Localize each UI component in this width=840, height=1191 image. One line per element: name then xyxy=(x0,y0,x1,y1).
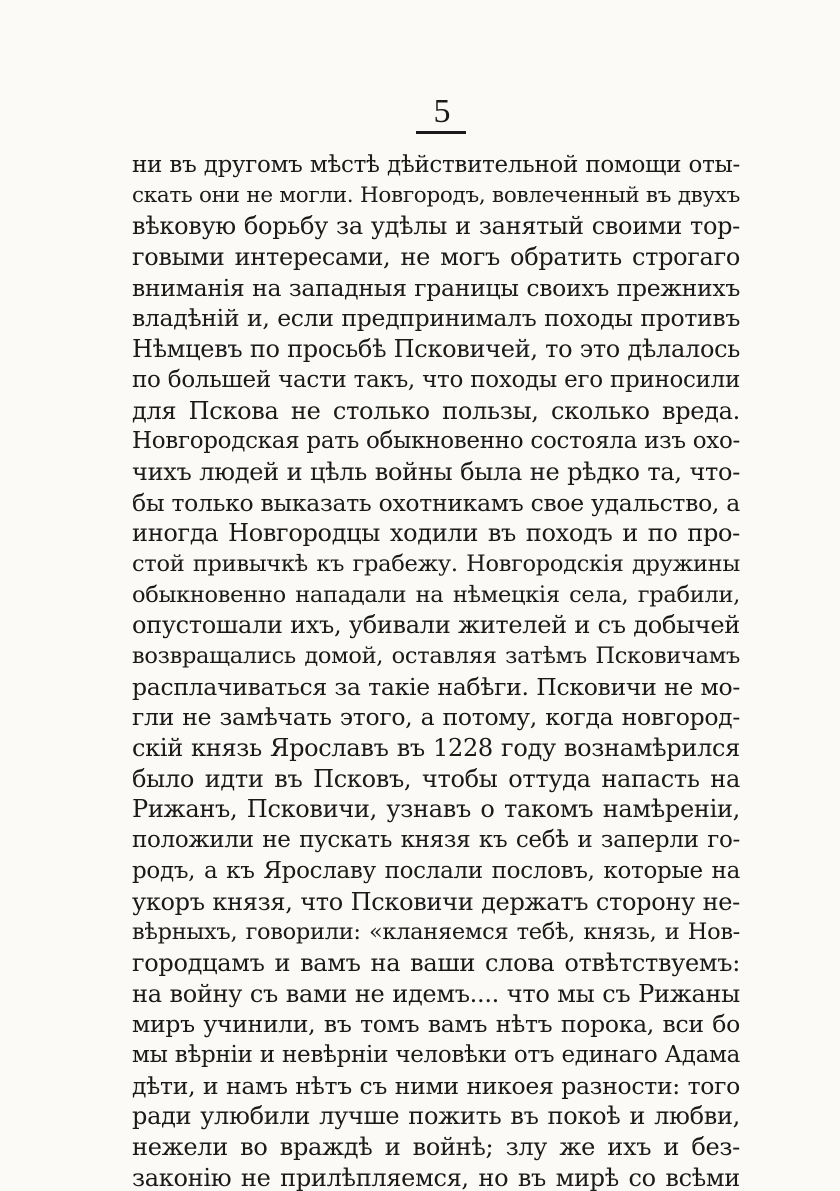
text-line: иногда Новгородцы ходили въ походъ и по про- xyxy=(132,519,740,548)
text-line: на войну съ вами не идемъ.... что мы съ Рижаны xyxy=(132,979,740,1008)
text-line: Нѣмцевъ по просьбѣ Псковичей, то это дѣлалось xyxy=(132,335,740,364)
text-line: скій князь Ярославъ въ 1228 году вознамѣрился xyxy=(132,734,740,763)
text-line: возвращались домой, оставляя затѣмъ Псковичамъ xyxy=(132,643,740,669)
text-line: владѣній и, если предпринималъ походы противъ xyxy=(132,304,740,333)
page-number-underline xyxy=(416,131,466,134)
text-line: городцамъ и вамъ на ваши слова отвѣтствуемъ: xyxy=(132,948,740,977)
text-line: Новгородская рать обыкновенно состояла изъ охо- xyxy=(132,428,740,455)
text-line: ни въ другомъ мѣстѣ дѣйствительной помощи оты- xyxy=(132,152,740,178)
page-number: 5 xyxy=(433,93,451,130)
text-line: ради улюбили лучше пожить въ покоѣ и любви, xyxy=(132,1102,740,1131)
text-line: Рижанъ, Псковичи, узнавъ о такомъ намѣреніи, xyxy=(132,795,740,824)
text-line: укоръ князя, что Псковичи держатъ сторону не- xyxy=(132,887,740,916)
text-line: стой привычкѣ къ грабежу. Новгородскія дружины xyxy=(132,550,740,577)
text-line: вѣковую борьбу за удѣлы и занятый своими тор- xyxy=(132,212,740,241)
text-line: вѣрныхъ, говорили: «кланяемся тебѣ, князь, и Нов- xyxy=(132,919,740,946)
text-line: миръ учинили, въ томъ вамъ нѣтъ порока, вси бо xyxy=(132,1010,740,1039)
text-line: положили не пускать князя къ себѣ и заперли го- xyxy=(132,827,740,854)
text-line: опустошали ихъ, убивали жителей и съ добычей xyxy=(132,611,740,640)
text-line: чихъ людей и цѣль войны была не рѣдко та, что- xyxy=(132,457,740,486)
text-line: дѣти, и намъ нѣтъ съ ними никоея разности: того xyxy=(132,1071,740,1100)
text-line: гли не замѣчать этого, а потому, когда новгород- xyxy=(132,703,740,732)
text-line: бы только выказать охотникамъ свое удальство, а xyxy=(132,488,740,517)
text-line: мы вѣрніи и невѣрніи человѣки отъ единаго Адама xyxy=(132,1041,740,1068)
body-text xyxy=(132,150,740,1191)
text-line: законію не прилѣпляемся, но въ мирѣ со всѣми xyxy=(132,1163,740,1191)
text-line: расплачиваться за такіе набѣги. Псковичи не мо- xyxy=(132,672,740,701)
text-line: нежели во враждѣ и войнѣ; злу же ихъ и без- xyxy=(132,1133,740,1161)
page-number-wrap xyxy=(0,92,840,132)
text-line: по большей части такъ, что походы его приносили xyxy=(132,366,740,393)
text-line: родъ, а къ Ярославу послали пословъ, которые на xyxy=(132,857,740,884)
text-line: для Пскова не столько пользы, сколько вреда. xyxy=(132,396,740,425)
text-line: вниманія на западныя границы своихъ прежнихъ xyxy=(132,273,740,302)
text-line: было идти въ Псковъ, чтобы оттуда напасть на xyxy=(132,764,740,793)
text-line: обыкновенно нападали на нѣмецкія села, грабили, xyxy=(132,581,740,608)
text-line: скать они не могли. Новгородъ, вовлеченный въ двухъ xyxy=(132,182,740,208)
text-line: говыми интересами, не могъ обратить строгаго xyxy=(132,243,740,272)
